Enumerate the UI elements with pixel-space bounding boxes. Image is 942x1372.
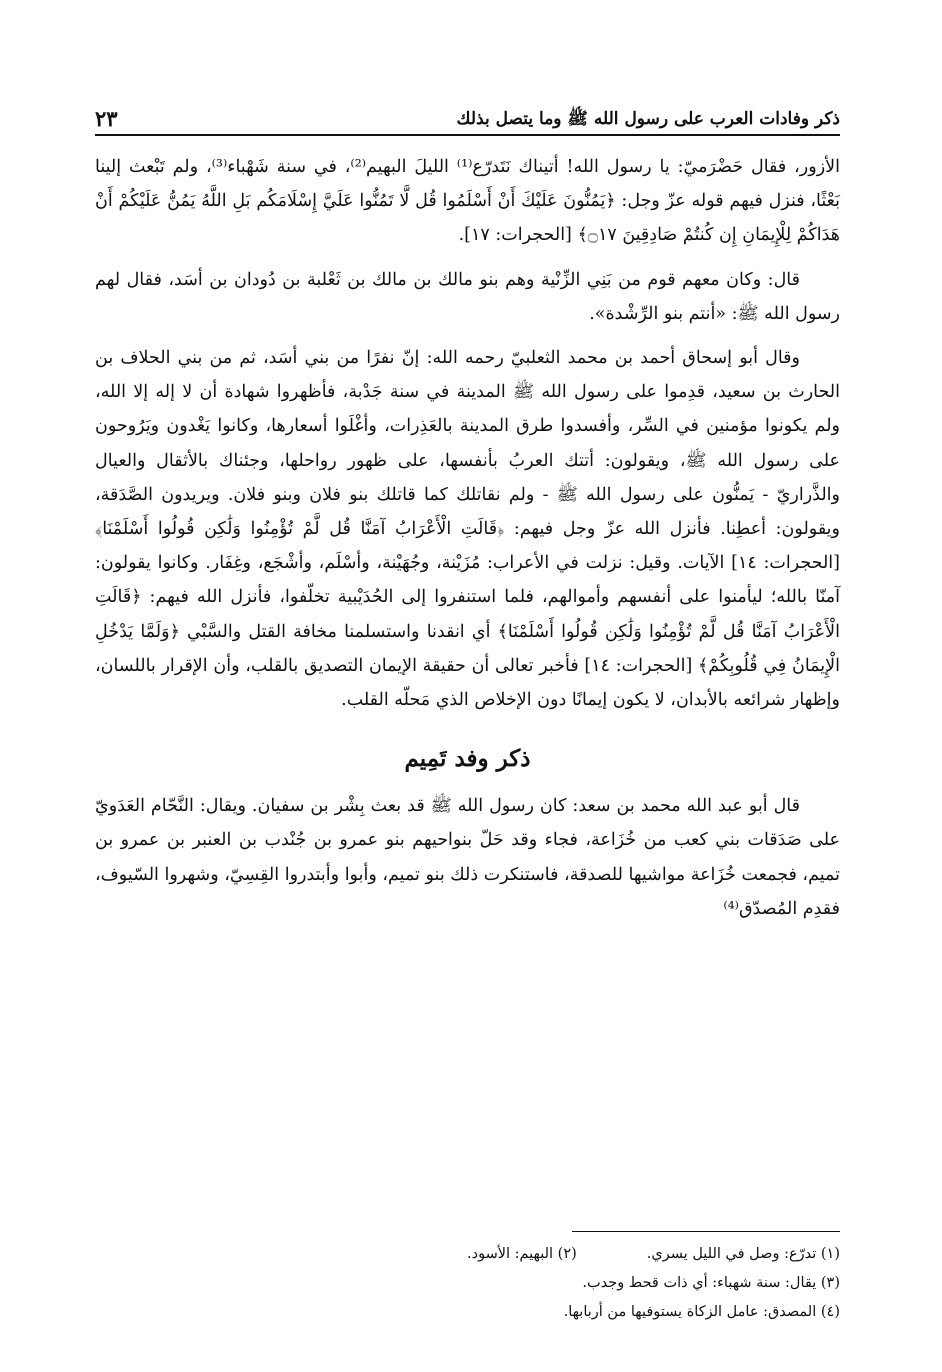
paragraph-2: قال: وكان معهم قوم من بَنِي الزِّنْية وهم بنو مالك بن مالك بن ثَعْلبة بن دُودان بن أسَد، فقال لهم رسول الله ﷺ: «أنتم بنو الرِّشْدة». [95,269,840,324]
footnote-row [95,1298,840,1327]
footnote-3: (٣) يقال: سنة شهباء: أي ذات قحط وجدب. [582,1275,840,1291]
footnote-4: (٤) المصدق: عامل الزكاة يستوفيها من أربابها. [563,1304,840,1320]
footnote-divider [572,1231,840,1232]
running-title: ذكر وفادات العرب على رسول الله ﷺ وما يتصل بذلك [456,109,840,129]
paragraph-4: قال أبو عبد الله محمد بن سعد: كان رسول الله ﷺ قد بعث بِشْر بن سفيان. ويقال: النَّحّام العَدَويّ على صَدَقات بني كعب من خُزَاعة، فجاء وقد حَلّ بنواحيهم بنو عمرو بن جُنْدب بن العنبر بن عمرو بن تميم، فجمعت خُزَاعة مواشيها للصدقة، فاستنكرت ذلك بنو تميم، وأبوا وأبتدروا القِسِيّ، وشهروا السّيوف، فقدِم المُصدّق⁽⁴⁾ [95,796,840,919]
paragraph-1: الأزور، فقال حَضْرَميّ: يا رسول الله! أتيناك نَتَدرّع⁽¹⁾ الليلَ البهيم⁽²⁾، في سنة شَهْباء⁽³⁾، ولم تَبْعث إلينا بَعْثًا، فنزل فيهم قوله عزّ وجل: ﴿يَمُنُّونَ عَلَيْكَ أَنْ أَسْلَمُوا قُل لَّا تَمُنُّوا عَلَيَّ إِسْلَامَكُم بَلِ اللَّهُ يَمُنُّ عَلَيْكُمْ أَنْ هَدَاكُمْ لِلْإِيمَانِ إِن كُنتُمْ صَادِقِينَ ۝١٧﴾ [الحجرات: ١٧]. [95,157,840,246]
footnote-row [95,1269,840,1298]
section-title: ذكر وفد تَمِيم [404,745,531,773]
footnote-row [95,1240,840,1269]
page-header [95,100,840,136]
paragraph-3: وقال أبو إسحاق أحمد بن محمد الثعلبيّ رحمه الله: إنّ نفرًا من بني أسَد، ثم من بني الحلاف بن الحارث بن سعيد، قدِموا على رسول الله ﷺ المدينة في سنة جَدْبة، فأظهروا شهادة أن لا إله إلا الله، ولم يكونوا مؤمنين في السِّر، وأفسدوا طرق المدينة بالعَذِرات، وأغْلَوا أسعارها، وكانوا يَغْدون ويَرُوحون على رسول الله ﷺ، ويقولون: أتتك العربُ بأنفسها، على ظهور رواحلها، وجئناك بالأثقال والعيال والذَّراريّ - يَمنُّون على رسول الله ﷺ - ولم نقاتلك كما قاتلك بنو فلان وبنو فلان. ويريدون الصَّدَقة، ويقولون: أعطِنا. فأنزل الله عزّ وجل فيهم: ﴿قَالَتِ الْأَعْرَابُ آمَنَّا قُل لَّمْ تُؤْمِنُوا وَلَٰكِن قُولُوا أَسْلَمْنَا﴾ [الحجرات: ١٤] الآيات. وقيل: نزلت في الأعراب: مُزَيْنة، وجُهَيْنة، وأسْلَم، وأشْجَع، وغِفَار. وكانوا يقولون: آمنّا بالله؛ ليأمنوا على أنفسهم وأموالهم، فلما استنفروا إلى الحُدَيْبية تخلّفوا، فأنزل الله فيهم: ﴿قَالَتِ الْأَعْرَابُ آمَنَّا قُل لَّمْ تُؤْمِنُوا وَلَٰكِن قُولُوا أَسْلَمْنَا﴾ أي انقدنا واستسلمنا مخافة القتل والسَّبْي ﴿وَلَمَّا يَدْخُلِ الْإِيمَانُ فِي قُلُوبِكُمْ﴾ [الحجرات: ١٤] فأخبر تعالى أن حقيقة الإيمان التصديق بالقلب، وأن الإقرار باللسان، وإظهار شرائعه بالأبدان، لا يكون إيمانًا دون الإخلاص الذي مَحلّه القلب. [95,348,841,711]
footnotes [95,1240,840,1327]
main-text [95,150,840,926]
footnote-1: (١) تدرّع: وصل في الليل يسري. [646,1246,840,1262]
footnote-2: (٢) البهيم: الأسود. [467,1246,577,1262]
page-number: ٢٣ [95,106,118,131]
